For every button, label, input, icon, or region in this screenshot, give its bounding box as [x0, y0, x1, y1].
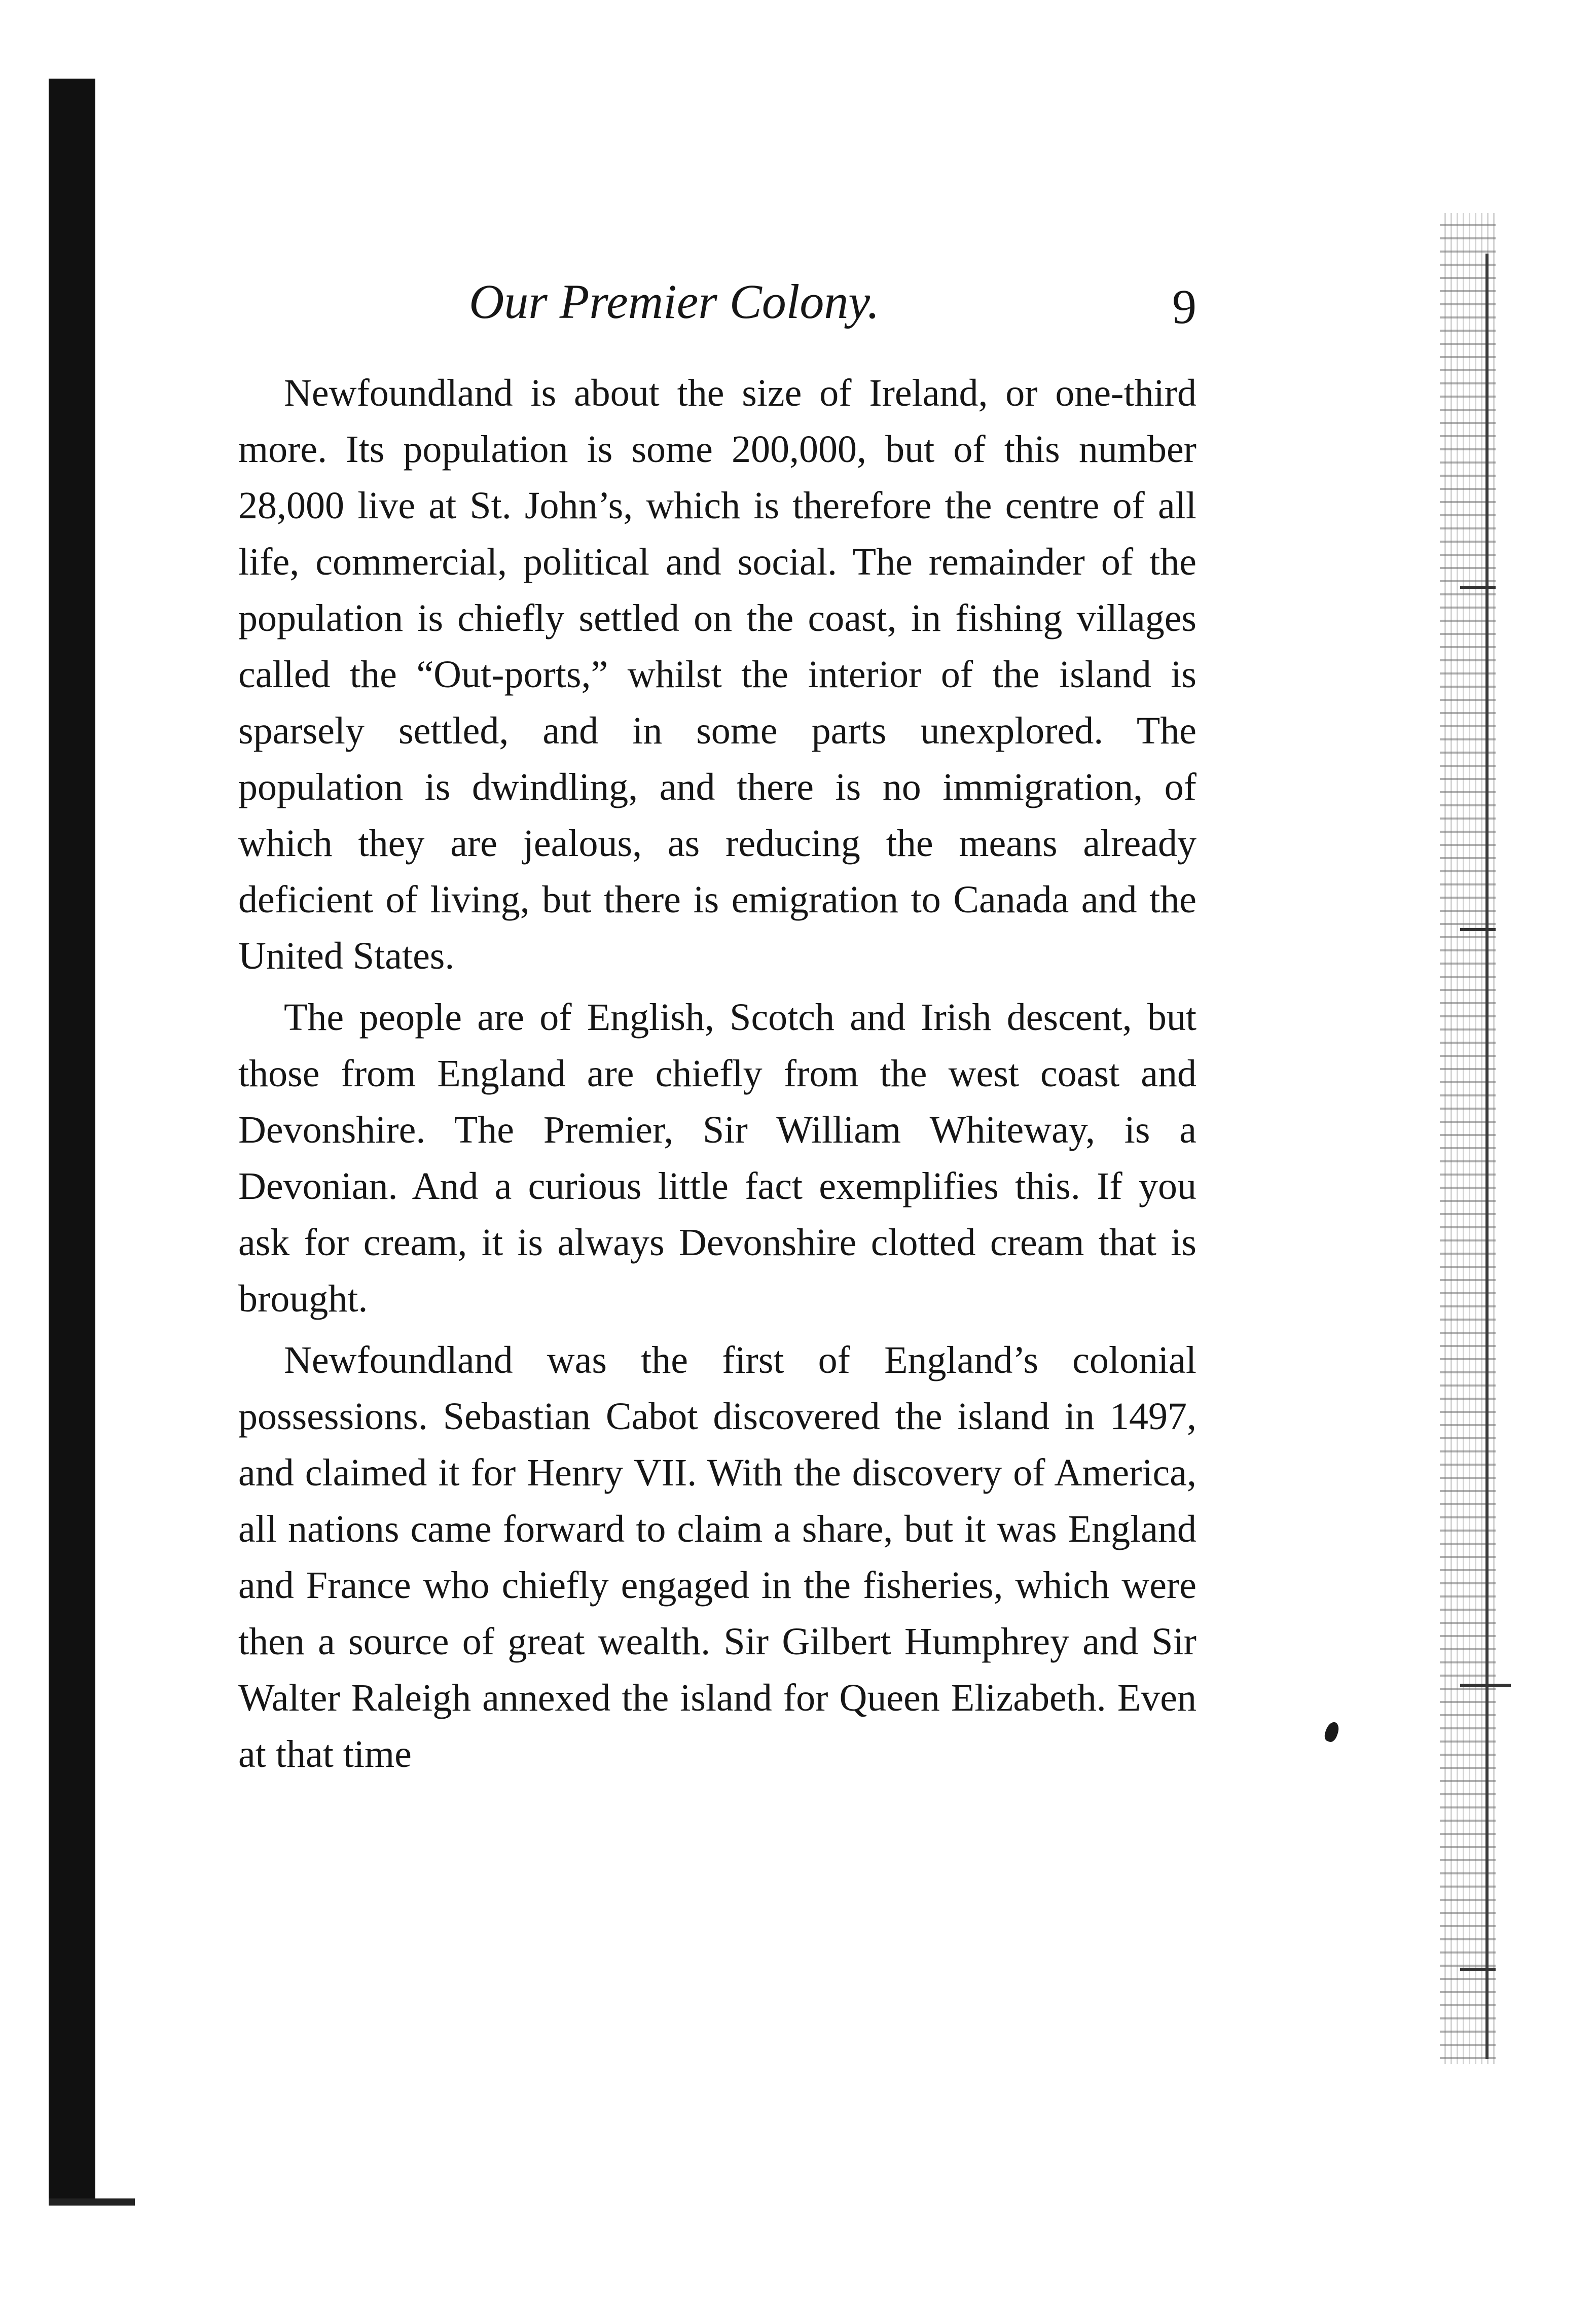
- ink-blot: [1323, 1720, 1341, 1744]
- scan-bleed-tick: [1460, 586, 1496, 589]
- book-spine-shadow: [49, 79, 95, 2204]
- running-title: Our Premier Colony.: [469, 274, 880, 329]
- scan-bleed-line: [1485, 254, 1489, 2059]
- paragraph: Newfoundland is about the size of Ireland, or one-third more. Its population is some 200,000, but of this number 28,000 live at St. John’s, which is therefore the centre of all life, commercial, political and social. The remainder of the population is chiefly settled on the coast, in fishing villages called the “Out-ports,” whilst the interior of the island is sparsely settled, and in some parts unexplored. The population is dwindling, and there is no immigration, of which they are jealous, as reducing the means already deficient of living, but there is emigration to Canada and the United States.: [238, 372, 1196, 977]
- scan-bleed-tick: [1460, 1968, 1496, 1971]
- book-spine-foot: [49, 2198, 135, 2206]
- paragraph: The people are of English, Scotch and Irish descent, but those from England are chiefly from the west coast and Devonshire. The Premier, Sir William Whiteway, is a Devonian. And a curious little fact exemplifies this. If you ask for cream, it is always Devonshire clotted cream that is brought.: [238, 996, 1196, 1320]
- paragraph: Newfoundland was the first of England’s colonial possessions. Sebastian Cabot discovered the island in 1497, and claimed it for Henry VII. With the discovery of America, all nations came forward to claim a share, but it was England and France who chiefly engaged in the fisheries, which were then a source of great wealth. Sir Gilbert Humphrey and Sir Walter Raleigh annexed the island for Queen Elizabeth. Even at that time: [238, 1339, 1196, 1776]
- body-text: [238, 365, 1196, 1788]
- page-header: [238, 264, 1196, 340]
- page-number: 9: [1172, 279, 1196, 334]
- scan-bleed-tick: [1460, 928, 1496, 931]
- scan-bleed-tick: [1460, 1684, 1511, 1687]
